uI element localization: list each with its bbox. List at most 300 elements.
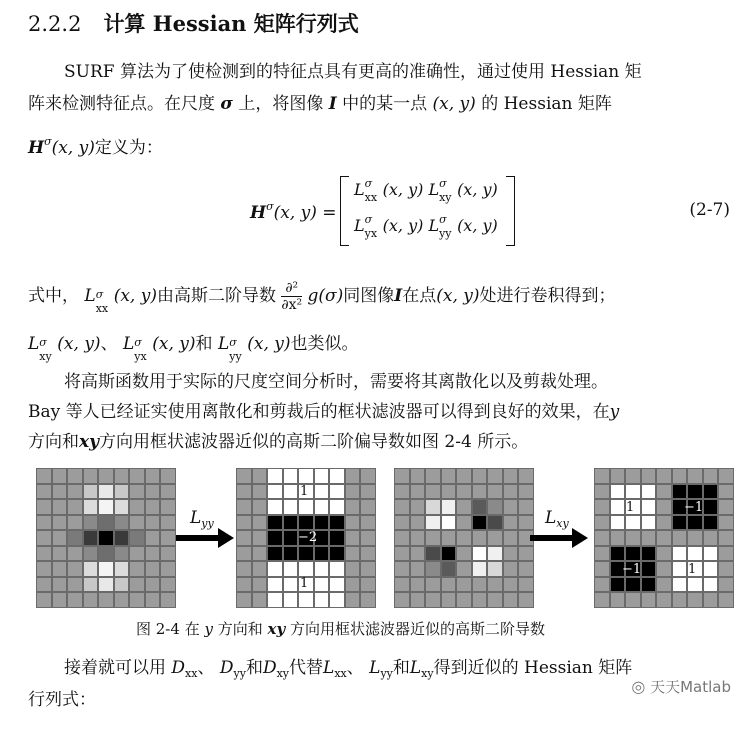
grid-cell	[252, 592, 268, 608]
grid-cell	[594, 515, 610, 531]
grid-cell	[114, 530, 130, 546]
grid-cell	[410, 546, 426, 562]
grid-cell	[145, 592, 161, 608]
grid-cell	[98, 468, 114, 484]
grid-cell	[487, 546, 503, 562]
grid-cell	[472, 484, 488, 500]
grid-cell	[160, 546, 176, 562]
grid-cell	[114, 499, 130, 515]
grid-cell	[314, 468, 330, 484]
grid-cell	[656, 499, 672, 515]
grid-cell	[441, 577, 457, 593]
grid-cell	[487, 499, 503, 515]
grid-cell	[345, 530, 361, 546]
grid-cell	[360, 530, 376, 546]
grid-cell	[36, 484, 52, 500]
grid-cell	[410, 468, 426, 484]
grid-cell	[672, 577, 688, 593]
grid-cell	[252, 577, 268, 593]
equation-number: (2-7)	[689, 200, 730, 220]
matrix-left-bracket	[340, 176, 349, 246]
grid-cell	[687, 468, 703, 484]
grid-cell	[145, 530, 161, 546]
grid-cell	[441, 468, 457, 484]
grid-cell	[625, 484, 641, 500]
grid-cell	[703, 577, 719, 593]
grid-cell	[360, 592, 376, 608]
grid-cell	[472, 468, 488, 484]
section-number: 2.2.2	[28, 12, 82, 36]
kernel-value-top-right: −1	[684, 500, 704, 515]
para4-line2: 行列式：	[28, 690, 96, 710]
grid-cell	[425, 592, 441, 608]
para3-line1: 将高斯函数用于实际的尺度空间分析时，需要将其离散化以及剪裁处理。	[64, 372, 608, 392]
grid-cell	[345, 546, 361, 562]
grid-cell	[487, 530, 503, 546]
grid-cell	[410, 484, 426, 500]
grid-cell	[345, 561, 361, 577]
grid-cell	[160, 577, 176, 593]
grid-cell	[283, 561, 299, 577]
grid-cell	[160, 530, 176, 546]
grid-cell	[610, 530, 626, 546]
para1-line3: $H^\sigma(x$, y)定义为：	[28, 135, 163, 158]
grid-cell	[329, 577, 345, 593]
grid-cell	[129, 515, 145, 531]
grid-cell	[145, 577, 161, 593]
grid-cell	[503, 577, 519, 593]
matrix-row-1: L σ xx (x, y) L σ xy (x, y)	[354, 176, 498, 204]
matrix-row-2: L σ yx (x, y) L σ yy (x, y)	[354, 212, 498, 240]
grid-cell	[314, 577, 330, 593]
grid-cell	[503, 515, 519, 531]
grid-cell	[298, 468, 314, 484]
grid-cell	[145, 561, 161, 577]
grid-cell	[114, 484, 130, 500]
grid-cell	[314, 515, 330, 531]
grid-cell	[52, 499, 68, 515]
kernel-value-bottom-right: 1	[688, 562, 697, 577]
grid-cell	[503, 561, 519, 577]
grid-cell	[394, 592, 410, 608]
grid-cell	[410, 561, 426, 577]
grid-cell	[641, 484, 657, 500]
grid-cell	[160, 592, 176, 608]
grid-cell	[703, 592, 719, 608]
grid-cell	[298, 546, 314, 562]
grid-cell	[625, 468, 641, 484]
grid-cell	[83, 561, 99, 577]
grid-cell	[656, 468, 672, 484]
kernel-value-bottom-left: −1	[622, 562, 642, 577]
grid-cell	[83, 468, 99, 484]
grid-cell	[114, 546, 130, 562]
grid-cell	[267, 468, 283, 484]
grid-cell	[503, 468, 519, 484]
grid-cell	[83, 499, 99, 515]
grid-cell	[129, 468, 145, 484]
grid-cell	[129, 592, 145, 608]
grid-cell	[67, 484, 83, 500]
grid-cell	[625, 577, 641, 593]
grid-cell	[236, 577, 252, 593]
grid-cell	[298, 592, 314, 608]
grid-cell	[472, 515, 488, 531]
grid-cell	[594, 561, 610, 577]
grid-cell	[283, 468, 299, 484]
grid-cell	[641, 561, 657, 577]
grid-cell	[456, 499, 472, 515]
grid-cell	[114, 561, 130, 577]
grid-cell	[252, 484, 268, 500]
grid-cell	[672, 515, 688, 531]
grid-cell	[703, 499, 719, 515]
grid-cell	[425, 577, 441, 593]
grid-cell	[83, 546, 99, 562]
grid-cell	[267, 515, 283, 531]
grid-cell	[594, 577, 610, 593]
kernel-value-top-left: 1	[626, 500, 635, 515]
grid-cell	[687, 530, 703, 546]
gaussian-xy-grid	[394, 468, 534, 608]
grid-cell	[394, 515, 410, 531]
para4-line1: 接着就可以用 $D_{xx}$、 $D_{yy}$和$D_{xy}$代替$L_{xx}$、 $L_{yy}$和$L_{xy}$得到近似的 Hessian 矩阵	[64, 658, 633, 680]
grid-cell	[67, 530, 83, 546]
grid-cell	[518, 561, 534, 577]
grid-cell	[67, 561, 83, 577]
grid-cell	[472, 499, 488, 515]
grid-cell	[83, 577, 99, 593]
grid-cell	[52, 468, 68, 484]
grid-cell	[52, 530, 68, 546]
grid-cell	[36, 546, 52, 562]
grid-cell	[703, 530, 719, 546]
grid-cell	[718, 561, 734, 577]
grid-cell	[656, 577, 672, 593]
grid-cell	[518, 577, 534, 593]
para1-line2: 阵来检测特征点。在尺度 σ 上，将图像 I 中的某一点 (x, y) 的 Hessian 矩阵	[28, 94, 612, 114]
grid-cell	[36, 515, 52, 531]
grid-cell	[267, 592, 283, 608]
grid-cell	[641, 499, 657, 515]
grid-cell	[410, 530, 426, 546]
grid-cell	[656, 530, 672, 546]
grid-cell	[160, 468, 176, 484]
grid-cell	[252, 561, 268, 577]
grid-cell	[67, 546, 83, 562]
grid-cell	[236, 515, 252, 531]
grid-cell	[394, 546, 410, 562]
grid-cell	[703, 484, 719, 500]
section-title: 计算 Hessian 矩阵行列式	[103, 11, 359, 36]
grid-cell	[329, 499, 345, 515]
grid-cell	[98, 499, 114, 515]
grid-cell	[441, 484, 457, 500]
grid-cell	[594, 468, 610, 484]
grid-cell	[160, 515, 176, 531]
grid-cell	[360, 561, 376, 577]
grid-cell	[610, 484, 626, 500]
grid-cell	[610, 592, 626, 608]
grid-cell	[267, 546, 283, 562]
grid-cell	[410, 499, 426, 515]
grid-cell	[518, 499, 534, 515]
grid-cell	[129, 577, 145, 593]
grid-cell	[252, 468, 268, 484]
grid-cell	[425, 515, 441, 531]
para2-line2: L σ xy (x, y)、 L σ yx (x, y)和 L σ yy (x, y)也类似。	[28, 334, 359, 363]
grid-cell	[456, 592, 472, 608]
grid-cell	[36, 530, 52, 546]
grid-cell	[252, 515, 268, 531]
grid-cell	[267, 484, 283, 500]
grid-cell	[67, 468, 83, 484]
grid-cell	[394, 577, 410, 593]
grid-cell	[394, 499, 410, 515]
grid-cell	[360, 499, 376, 515]
grid-cell	[487, 592, 503, 608]
grid-cell	[687, 484, 703, 500]
para2-line1: 式中， L σ xx (x, y)由高斯二阶导数 ∂² ∂x² g(σ)同图像I在点(x, y)处进行卷积得到；	[28, 280, 616, 315]
grid-cell	[456, 577, 472, 593]
grid-cell	[283, 577, 299, 593]
grid-cell	[267, 577, 283, 593]
grid-cell	[236, 468, 252, 484]
grid-cell	[236, 546, 252, 562]
grid-cell	[703, 515, 719, 531]
grid-cell	[656, 592, 672, 608]
grid-cell	[394, 484, 410, 500]
grid-cell	[425, 546, 441, 562]
grid-cell	[160, 484, 176, 500]
grid-cell	[329, 561, 345, 577]
grid-cell	[314, 561, 330, 577]
grid-cell	[252, 499, 268, 515]
grid-cell	[252, 530, 268, 546]
grid-cell	[410, 592, 426, 608]
grid-cell	[625, 530, 641, 546]
grid-cell	[236, 499, 252, 515]
para1-line1: SURF 算法为了使检测到的特征点具有更高的准确性，通过使用 Hessian 矩	[64, 62, 642, 82]
grid-cell	[83, 530, 99, 546]
grid-cell	[641, 592, 657, 608]
grid-cell	[456, 468, 472, 484]
grid-cell	[83, 592, 99, 608]
grid-cell	[472, 577, 488, 593]
matrix-right-bracket	[506, 176, 515, 246]
kernel-value-top: 1	[300, 484, 309, 499]
grid-cell	[425, 468, 441, 484]
grid-cell	[36, 499, 52, 515]
grid-cell	[145, 546, 161, 562]
grid-cell	[83, 515, 99, 531]
grid-cell	[67, 577, 83, 593]
grid-cell	[129, 484, 145, 500]
grid-cell	[114, 592, 130, 608]
grid-cell	[487, 577, 503, 593]
grid-cell	[98, 484, 114, 500]
grid-cell	[160, 499, 176, 515]
grid-cell	[656, 561, 672, 577]
grid-cell	[314, 592, 330, 608]
grid-cell	[718, 468, 734, 484]
grid-cell	[718, 592, 734, 608]
grid-cell	[425, 561, 441, 577]
grid-cell	[98, 561, 114, 577]
grid-cell	[360, 484, 376, 500]
grid-cell	[52, 592, 68, 608]
grid-cell	[441, 592, 457, 608]
grid-cell	[472, 546, 488, 562]
grid-cell	[67, 592, 83, 608]
grid-cell	[52, 546, 68, 562]
grid-cell	[472, 561, 488, 577]
grid-cell	[314, 546, 330, 562]
grid-cell	[160, 561, 176, 577]
wechat-icon: ◎	[631, 677, 646, 696]
grid-cell	[456, 546, 472, 562]
grid-cell	[672, 592, 688, 608]
grid-cell	[610, 468, 626, 484]
arrow-label-lyy: $L_{yy}$	[190, 508, 214, 530]
grid-cell	[252, 546, 268, 562]
grid-cell	[672, 468, 688, 484]
grid-cell	[503, 484, 519, 500]
grid-cell	[129, 561, 145, 577]
equation-2-7: $H^\sigma(x$, y) = L σ xx (x, y) L σ xy (x, y) L σ yx (x, y) L σ yy (x, y) (2-7)	[250, 176, 730, 246]
grid-cell	[36, 577, 52, 593]
grid-cell	[410, 515, 426, 531]
grid-cell	[283, 499, 299, 515]
grid-cell	[410, 577, 426, 593]
grid-cell	[145, 515, 161, 531]
grid-cell	[298, 499, 314, 515]
watermark: ◎ 天天Matlab	[631, 677, 731, 696]
grid-cell	[267, 499, 283, 515]
grid-cell	[594, 530, 610, 546]
grid-cell	[625, 546, 641, 562]
grid-cell	[98, 530, 114, 546]
grid-cell	[610, 546, 626, 562]
grid-cell	[360, 468, 376, 484]
arrow-right-icon	[176, 528, 234, 548]
grid-cell	[518, 468, 534, 484]
grid-cell	[487, 515, 503, 531]
grid-cell	[394, 468, 410, 484]
grid-cell	[425, 484, 441, 500]
grid-cell	[441, 530, 457, 546]
grid-cell	[345, 515, 361, 531]
grid-cell	[145, 484, 161, 500]
grid-cell	[114, 468, 130, 484]
grid-cell	[594, 546, 610, 562]
grid-cell	[487, 484, 503, 500]
grid-cell	[456, 561, 472, 577]
para3-line3: 方向和xy方向用框状滤波器近似的高斯二阶偏导数如图 2-4 所示。	[28, 432, 529, 452]
grid-cell	[456, 530, 472, 546]
grid-cell	[718, 484, 734, 500]
grid-cell	[314, 484, 330, 500]
grid-cell	[718, 515, 734, 531]
grid-cell	[360, 546, 376, 562]
arrow-right-icon	[530, 528, 588, 548]
grid-cell	[672, 546, 688, 562]
grid-cell	[67, 499, 83, 515]
grid-cell	[236, 561, 252, 577]
section-heading	[28, 8, 359, 38]
grid-cell	[329, 546, 345, 562]
grid-cell	[52, 515, 68, 531]
grid-cell	[441, 499, 457, 515]
grid-cell	[625, 515, 641, 531]
grid-cell	[129, 546, 145, 562]
grid-cell	[345, 499, 361, 515]
grid-cell	[687, 546, 703, 562]
grid-cell	[36, 468, 52, 484]
grid-cell	[67, 515, 83, 531]
grid-cell	[314, 499, 330, 515]
grid-cell	[283, 546, 299, 562]
grid-cell	[456, 515, 472, 531]
grid-cell	[456, 484, 472, 500]
grid-cell	[610, 499, 626, 515]
grid-cell	[718, 546, 734, 562]
grid-cell	[594, 484, 610, 500]
grid-cell	[594, 499, 610, 515]
grid-cell	[718, 530, 734, 546]
grid-cell	[472, 530, 488, 546]
grid-cell	[718, 499, 734, 515]
grid-cell	[329, 592, 345, 608]
grid-cell	[441, 561, 457, 577]
grid-cell	[329, 484, 345, 500]
grid-cell	[345, 577, 361, 593]
kernel-value-middle: −2	[298, 530, 318, 545]
grid-cell	[52, 577, 68, 593]
grid-cell	[145, 468, 161, 484]
grid-cell	[641, 577, 657, 593]
grid-cell	[267, 561, 283, 577]
grid-cell	[129, 499, 145, 515]
grid-cell	[672, 561, 688, 577]
grid-cell	[98, 515, 114, 531]
grid-cell	[329, 468, 345, 484]
grid-cell	[236, 484, 252, 500]
arrow-label-lxy: $L_{xy}$	[545, 508, 569, 530]
grid-cell	[703, 546, 719, 562]
grid-cell	[283, 515, 299, 531]
grid-cell	[441, 546, 457, 562]
grid-cell	[641, 468, 657, 484]
grid-cell	[441, 515, 457, 531]
grid-cell	[345, 484, 361, 500]
kernel-value-bottom: 1	[300, 576, 309, 591]
grid-cell	[52, 484, 68, 500]
grid-cell	[672, 484, 688, 500]
grid-cell	[236, 592, 252, 608]
grid-cell	[641, 546, 657, 562]
grid-cell	[503, 530, 519, 546]
grid-cell	[425, 499, 441, 515]
grid-cell	[329, 515, 345, 531]
grid-cell	[298, 515, 314, 531]
grid-cell	[503, 592, 519, 608]
grid-cell	[360, 515, 376, 531]
grid-cell	[298, 561, 314, 577]
grid-cell	[236, 530, 252, 546]
para3-line2: Bay 等人已经证实使用离散化和剪裁后的框状滤波器可以得到良好的效果，在y	[28, 402, 620, 422]
grid-cell	[687, 515, 703, 531]
